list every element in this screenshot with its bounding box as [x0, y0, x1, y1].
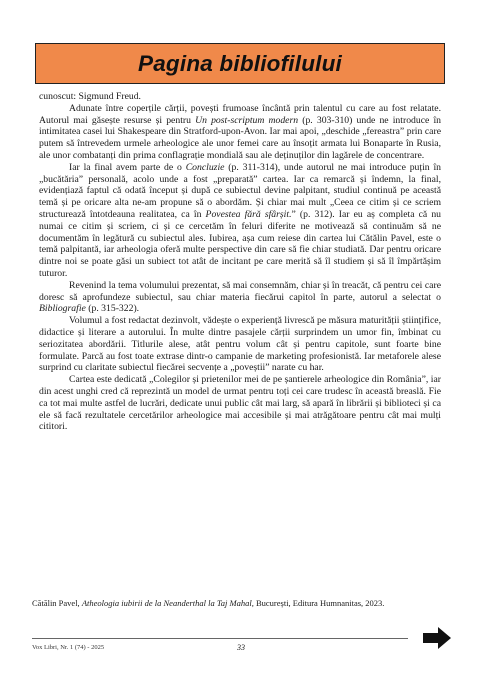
paragraph-opening: cunoscut: Sigmund Freud.: [39, 91, 141, 102]
chapter-title-postscript: Un post-scriptum modern: [195, 114, 299, 126]
quoted-book-title: Povestea fără sfârșit.: [205, 208, 292, 220]
paragraph-postscript: Adunate între coperțile cărții, povești frumoase încântă prin talentul cu care au fost relatate. Autorul mai găsește resurse și pentru Un post-scriptum modern (p. 303-310) unde ne introduce în intimitatea casei lui Shakespeare din Stratford-upon-Avon. Iar mai apoi, „deschide „fereastra” prin care putem să întrevedem urmele arheologice ale unor femei care au însoțit armata lui Bonaparte în Rusia, ale unor combatanți din prima conflagrație mondială sau ale deținuților din lagărele de concentrare.: [39, 102, 441, 161]
paragraph-bibliography: Revenind la tema volumului prezentat, să mai consemnăm, chiar și în treacăt, că pentru cei care doresc să aprofundeze subiectul, sau chiar materia fiecărui capitol în parte, autorul a selectat o Bibliografie (p. 315-322).: [39, 279, 441, 315]
chapter-title-conclusion: Concluzie: [185, 161, 225, 173]
paragraph-conclusion: Iar la final avem parte de o Concluzie (p. 311-314), unde autorul ne mai introduce puțin în „bucătăria” personală, acolo unde a fost „preparată” cartea. Iar ca remarcă și îndemn, la final, evidențiază faptul că odată început și după ce subiectul devine palpitant, studiul continuă pe această temă și pe oricare alta ne-am propune să o abordăm. Și chiar mai mult „Ceea ce citim și ce scriem structurează întotdeauna realitatea, ca în Povestea fără sfârșit.” (p. 312). Iar eu aș completa că nu numai ce citim și scriem, ci și ce cercetăm în feluri diferite ne motivează să continuăm să ne documentăm în legătură cu subiectul ales. Iubirea, așa cum reiese din cartea lui Cătălin Pavel, este o temă palpitantă, iar arheologia oferă multe perspective din care să fie chiar studiată. Dar pentru oricare dintre noi se poate găsi un subiect tot atât de incitant pe care merită să îl studiem și să îl împărtășim tuturor.: [39, 161, 442, 279]
page-number: 33: [237, 643, 245, 652]
arrow-right-icon[interactable]: [423, 627, 451, 649]
paragraph-style: Volumul a fost redactat dezinvolt, vădește o experiență livrescă pe măsura maturității științifice, didactice și literare a autorului. În multe dintre pasajele cărții surprindem un umor fin, îmbinat cu seriozitatea abordării. Titlurile alese, atât pentru volum cât și pentru capitole, sunt foarte bine formulate. Parcă au fost toate extrase dintr-o campanie de marketing profesionistă. Iar metaforele alese surprind cu claritate subiectul fiecărei secvențe a „poveștii” narate cu har.: [39, 315, 441, 374]
chapter-title-bibliography: Bibliografie: [39, 303, 86, 315]
journal-issue: Vox Libri, Nr. 1 (74) - 2025: [32, 644, 105, 651]
book-publisher: București, Editura Humnanitas, 2023.: [255, 598, 385, 608]
book-reference: [32, 598, 452, 608]
book-title: Atheologia iubirii de la Neanderthal la Taj Mahal,: [81, 598, 254, 608]
footer-divider: [32, 638, 408, 639]
book-author: Cătălin Pavel,: [32, 598, 80, 608]
section-title: Pagina bibliofilului: [138, 50, 342, 76]
section-banner: [35, 43, 445, 84]
paragraph-dedication: Cartea este dedicată „Colegilor și prietenilor mei de pe șantierele arheologice din România”, iar din acest unghi cred că reprezintă un model de urmat pentru toți cei care trudesc în această breaslă. Fie ca tot mai multe astfel de lucrări, dedicate unui public cât mai larg, să apară în librării și biblioteci și ca ele să facă rezultatele cercetărilor arheologice mai accesibile și mai atrăgătoare pentru cât mai mulți cititori.: [39, 374, 441, 433]
article-body: [39, 91, 441, 433]
